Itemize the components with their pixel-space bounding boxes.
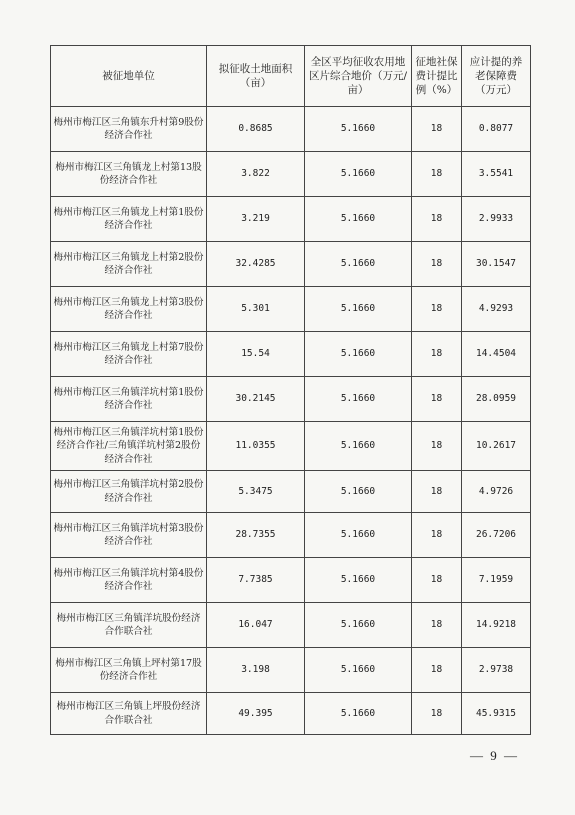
cell-fee: 0.8077 xyxy=(462,107,531,152)
cell-area: 5.301 xyxy=(207,287,305,332)
cell-unit: 梅州市梅江区三角镇洋坑村第3股份经济合作社 xyxy=(51,513,207,558)
cell-unit: 梅州市梅江区三角镇上坪股份经济合作联合社 xyxy=(51,693,207,735)
cell-area: 3.822 xyxy=(207,152,305,197)
cell-unit: 梅州市梅江区三角镇龙上村第7股份经济合作社 xyxy=(51,332,207,377)
cell-land-price: 5.1660 xyxy=(305,471,412,513)
cell-fee: 45.9315 xyxy=(462,693,531,735)
cell-area: 28.7355 xyxy=(207,513,305,558)
table-body xyxy=(51,107,531,735)
cell-fee: 26.7206 xyxy=(462,513,531,558)
header-land-price: 全区平均征收农用地区片综合地价（万元/亩） xyxy=(305,46,412,107)
cell-area: 49.395 xyxy=(207,693,305,735)
cell-fee: 3.5541 xyxy=(462,152,531,197)
header-ratio: 征地社保费计提比例（%） xyxy=(412,46,462,107)
cell-ratio: 18 xyxy=(412,197,462,242)
cell-unit: 梅州市梅江区三角镇龙上村第2股份经济合作社 xyxy=(51,242,207,287)
cell-unit: 梅州市梅江区三角镇龙上村第1股份经济合作社 xyxy=(51,197,207,242)
cell-land-price: 5.1660 xyxy=(305,197,412,242)
cell-fee: 2.9933 xyxy=(462,197,531,242)
cell-land-price: 5.1660 xyxy=(305,422,412,471)
cell-unit: 梅州市梅江区三角镇龙上村第13股份经济合作社 xyxy=(51,152,207,197)
cell-unit: 梅州市梅江区三角镇洋坑村第1股份经济合作社/三角镇洋坑村第2股份经济合作社 xyxy=(51,422,207,471)
table-header-row xyxy=(51,46,531,107)
cell-fee: 10.2617 xyxy=(462,422,531,471)
table-row xyxy=(51,693,531,735)
cell-ratio: 18 xyxy=(412,693,462,735)
header-area: 拟征收土地面积（亩） xyxy=(207,46,305,107)
cell-fee: 28.0959 xyxy=(462,377,531,422)
table-row xyxy=(51,648,531,693)
cell-fee: 4.9293 xyxy=(462,287,531,332)
table-row xyxy=(51,603,531,648)
cell-ratio: 18 xyxy=(412,332,462,377)
cell-area: 30.2145 xyxy=(207,377,305,422)
cell-land-price: 5.1660 xyxy=(305,377,412,422)
cell-ratio: 18 xyxy=(412,471,462,513)
cell-ratio: 18 xyxy=(412,107,462,152)
table-row xyxy=(51,422,531,471)
cell-fee: 4.9726 xyxy=(462,471,531,513)
cell-land-price: 5.1660 xyxy=(305,513,412,558)
cell-land-price: 5.1660 xyxy=(305,603,412,648)
cell-area: 3.219 xyxy=(207,197,305,242)
table-row xyxy=(51,471,531,513)
cell-ratio: 18 xyxy=(412,242,462,287)
cell-ratio: 18 xyxy=(412,287,462,332)
cell-ratio: 18 xyxy=(412,558,462,603)
cell-land-price: 5.1660 xyxy=(305,287,412,332)
cell-unit: 梅州市梅江区三角镇东升村第9股份经济合作社 xyxy=(51,107,207,152)
cell-area: 5.3475 xyxy=(207,471,305,513)
cell-area: 11.0355 xyxy=(207,422,305,471)
cell-unit: 梅州市梅江区三角镇洋坑股份经济合作联合社 xyxy=(51,603,207,648)
cell-fee: 14.4504 xyxy=(462,332,531,377)
cell-unit: 梅州市梅江区三角镇洋坑村第4股份经济合作社 xyxy=(51,558,207,603)
table-row xyxy=(51,513,531,558)
cell-area: 16.047 xyxy=(207,603,305,648)
cell-land-price: 5.1660 xyxy=(305,693,412,735)
cell-land-price: 5.1660 xyxy=(305,558,412,603)
cell-land-price: 5.1660 xyxy=(305,648,412,693)
cell-unit: 梅州市梅江区三角镇龙上村第3股份经济合作社 xyxy=(51,287,207,332)
cell-fee: 7.1959 xyxy=(462,558,531,603)
cell-unit: 梅州市梅江区三角镇洋坑村第1股份经济合作社 xyxy=(51,377,207,422)
cell-ratio: 18 xyxy=(412,377,462,422)
cell-ratio: 18 xyxy=(412,422,462,471)
table-row xyxy=(51,287,531,332)
cell-land-price: 5.1660 xyxy=(305,332,412,377)
cell-land-price: 5.1660 xyxy=(305,242,412,287)
table-row xyxy=(51,197,531,242)
cell-area: 15.54 xyxy=(207,332,305,377)
table-row xyxy=(51,242,531,287)
table-row xyxy=(51,332,531,377)
cell-fee: 30.1547 xyxy=(462,242,531,287)
cell-ratio: 18 xyxy=(412,648,462,693)
table-row xyxy=(51,377,531,422)
cell-area: 7.7385 xyxy=(207,558,305,603)
table-row xyxy=(51,107,531,152)
cell-land-price: 5.1660 xyxy=(305,107,412,152)
cell-unit: 梅州市梅江区三角镇上坪村第17股份经济合作社 xyxy=(51,648,207,693)
cell-area: 0.8685 xyxy=(207,107,305,152)
header-unit: 被征地单位 xyxy=(51,46,207,107)
cell-land-price: 5.1660 xyxy=(305,152,412,197)
cell-ratio: 18 xyxy=(412,513,462,558)
table-row xyxy=(51,152,531,197)
page-number: — 9 — xyxy=(470,748,519,763)
cell-unit: 梅州市梅江区三角镇洋坑村第2股份经济合作社 xyxy=(51,471,207,513)
table-row xyxy=(51,558,531,603)
cell-ratio: 18 xyxy=(412,152,462,197)
cell-area: 32.4285 xyxy=(207,242,305,287)
cell-fee: 14.9218 xyxy=(462,603,531,648)
cell-area: 3.198 xyxy=(207,648,305,693)
cell-fee: 2.9738 xyxy=(462,648,531,693)
cell-ratio: 18 xyxy=(412,603,462,648)
land-compensation-table xyxy=(50,45,531,735)
header-fee: 应计提的养老保障费（万元） xyxy=(462,46,531,107)
